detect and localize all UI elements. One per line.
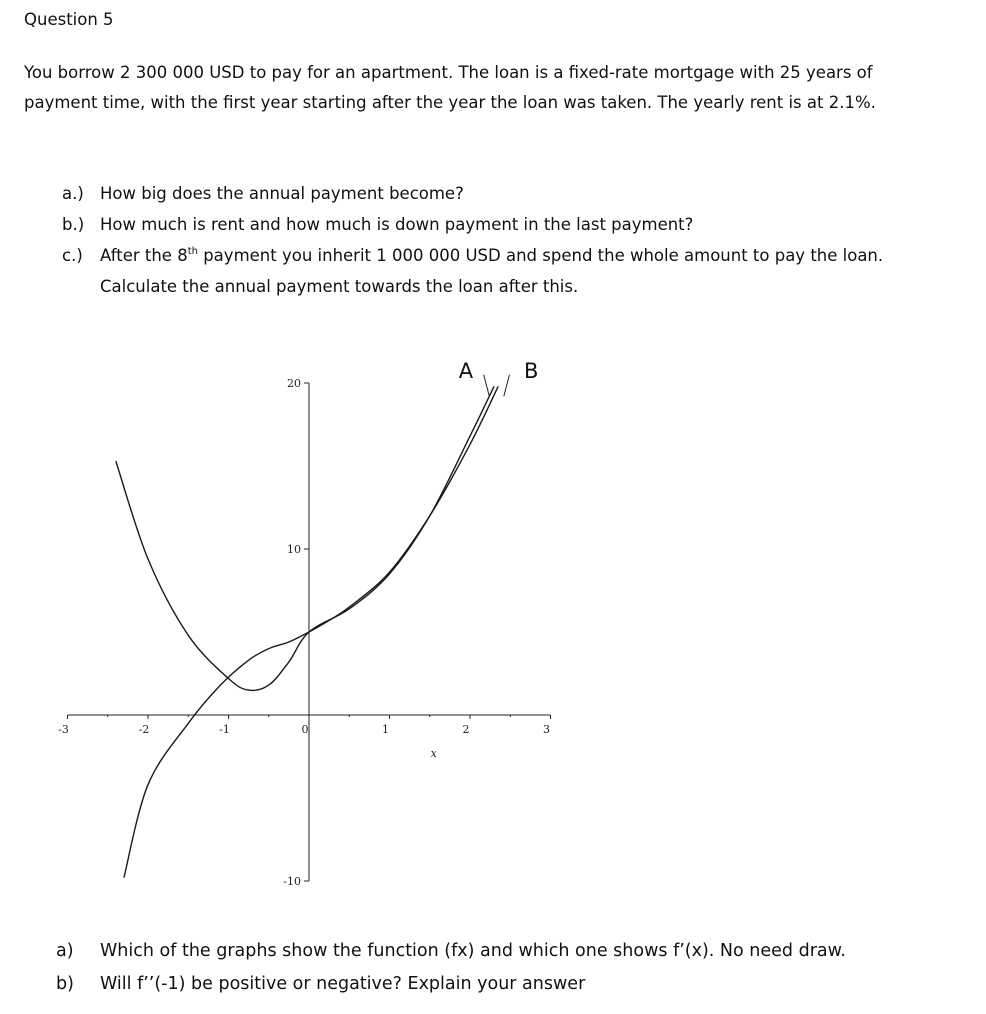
part-c-superscript: th — [187, 245, 198, 257]
y-tick-label: 20 — [287, 377, 301, 390]
part-c-text-after: payment you inherit 1 000 000 USD and spend the whole amount to pay the loan. — [197, 246, 884, 265]
intro-line-2: payment time, with the first year starting after the year the loan was taken. The yearly rent is at 2.1%. — [24, 93, 876, 112]
x-axis-label: x — [430, 747, 437, 760]
axis-labels — [58, 360, 550, 888]
task-a — [56, 935, 976, 968]
x-tick-label: 0 — [301, 723, 309, 736]
curves — [116, 386, 498, 877]
task-a-text: Which of the graphs show the function (fx) and which one shows f’(x). No need draw. — [100, 941, 846, 961]
x-tick-label: -1 — [219, 723, 230, 736]
y-tick-label: -10 — [283, 875, 301, 888]
curve-a — [116, 386, 494, 690]
question-intro — [24, 58, 974, 118]
part-b — [62, 209, 982, 240]
part-a — [62, 178, 982, 209]
x-tick-label: -3 — [58, 723, 69, 736]
task-b — [56, 968, 976, 1001]
x-tick-label: 1 — [382, 723, 389, 736]
curve-label-a: A — [458, 360, 474, 384]
curve-b — [124, 386, 498, 877]
intro-line-1: You borrow 2 300 000 USD to pay for an apartment. The loan is a fixed-rate mortgage with 25 years of — [24, 63, 873, 82]
part-a-label: a.) — [62, 184, 84, 203]
curve-b-leader — [504, 375, 510, 397]
question-parts — [62, 178, 982, 302]
x-tick-label: 2 — [462, 723, 470, 736]
part-b-text: How much is rent and how much is down payment in the last payment? — [100, 215, 694, 234]
part-c-text — [100, 240, 982, 271]
part-c — [62, 240, 982, 271]
curve-label-b: B — [523, 360, 539, 384]
curve-a-leader — [484, 375, 490, 397]
task-b-label: b) — [56, 974, 74, 994]
part-c-label: c.) — [62, 246, 83, 265]
x-tick-label: -2 — [138, 723, 150, 736]
part-c-text-before: After the 8 — [100, 246, 188, 265]
part-b-label: b.) — [62, 215, 85, 234]
tasks — [56, 935, 976, 1001]
function-graph — [0, 360, 620, 900]
part-c-line-2: Calculate the annual payment towards the loan after this. — [100, 277, 579, 296]
task-b-text: Will f’’(-1) be positive or negative? Explain your answer — [100, 974, 586, 994]
x-tick-label: 3 — [543, 723, 550, 736]
question-title: Question 5 — [24, 10, 114, 29]
y-tick-label: 10 — [287, 543, 301, 556]
part-a-text: How big does the annual payment become? — [100, 184, 464, 203]
task-a-label: a) — [56, 941, 74, 961]
